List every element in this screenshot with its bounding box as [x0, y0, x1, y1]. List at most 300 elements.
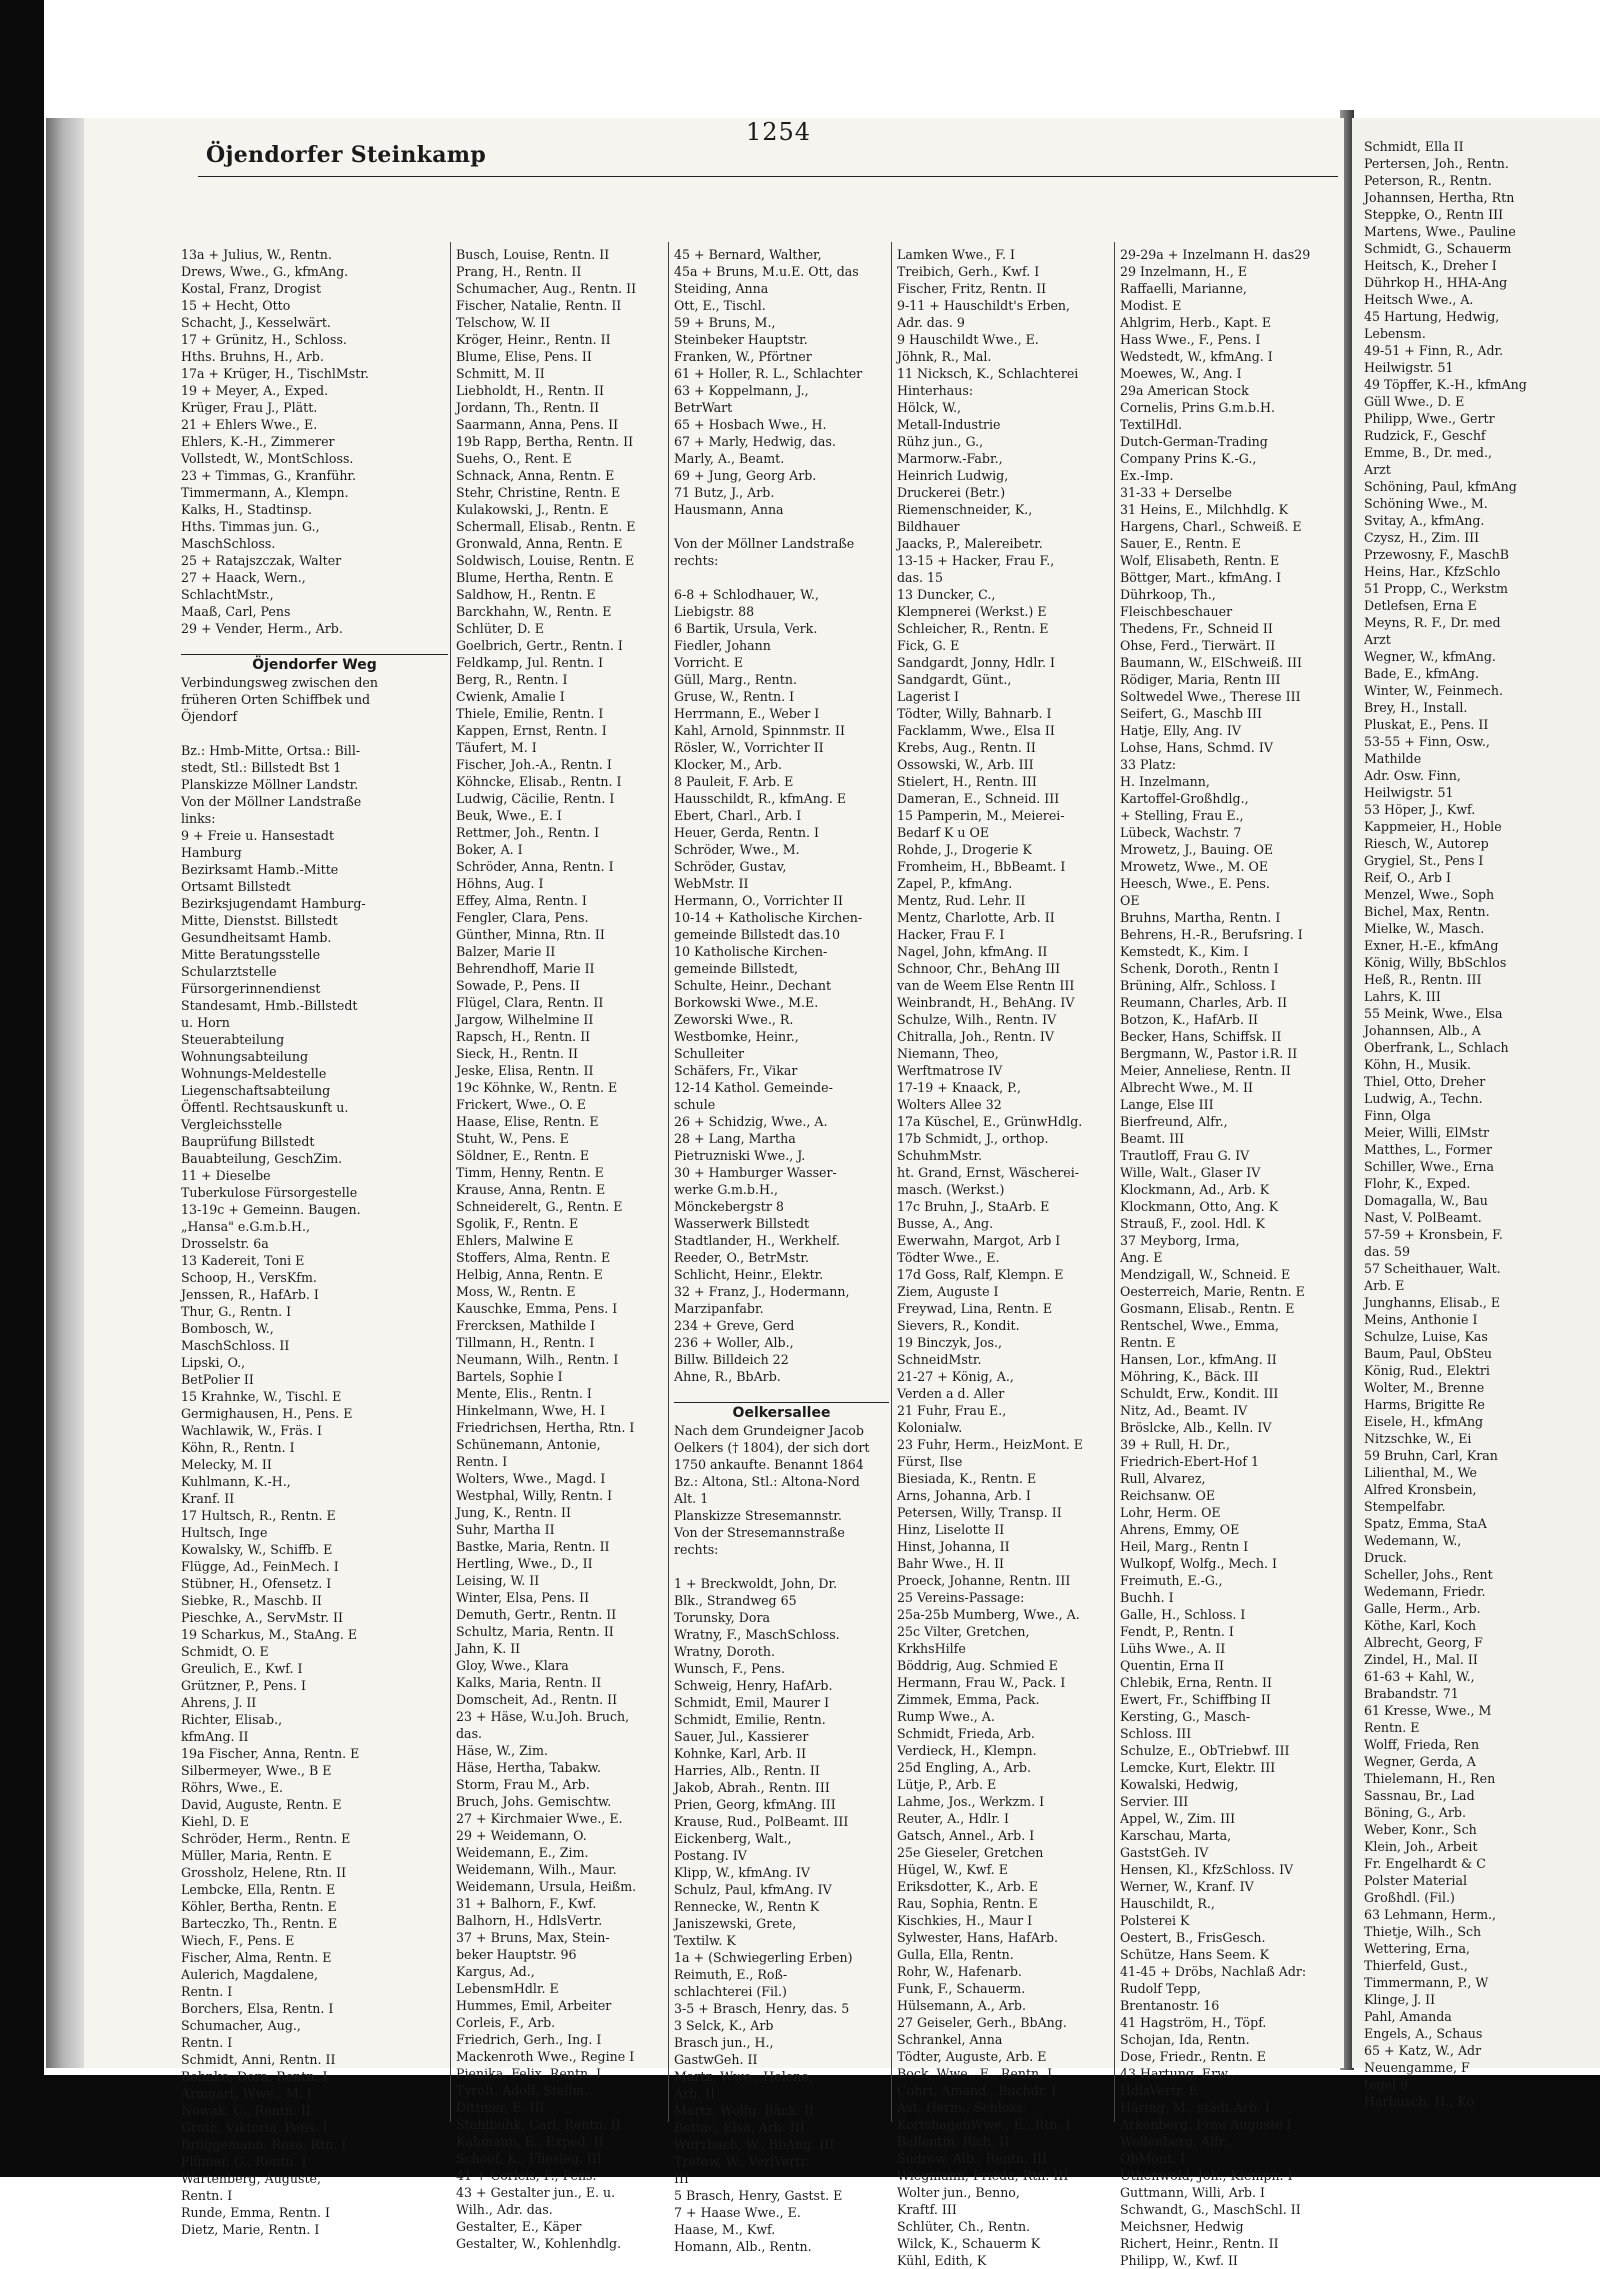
directory-entry: KortshagenWwe., E., Rtn. I	[897, 2117, 1071, 2132]
directory-entry: Winter, Elsa, Pens. II	[456, 1590, 590, 1605]
directory-entry: Wratny, F., MaschSchloss.	[674, 1627, 840, 1642]
directory-entry: 23 + Häse, W.u.Joh. Bruch,	[456, 1709, 630, 1724]
directory-entry: Bruhns, Martha, Rentn. I	[1120, 910, 1281, 925]
directory-column-3	[674, 246, 889, 2255]
directory-entry: Drosselstr. 6a	[181, 1236, 269, 1251]
directory-entry: Heitsch Wwe., A.	[1364, 292, 1474, 307]
directory-entry: Saarmann, Anna, Pens. II	[456, 417, 619, 432]
directory-entry: Pertersen, Joh., Rentn.	[1364, 156, 1509, 171]
directory-entry: Eriksdotter, K., Arb. E	[897, 1879, 1038, 1894]
directory-entry: Rapsch, H., Rentn. II	[456, 1029, 591, 1044]
directory-entry: Ewert, Fr., Schiffbing II	[1120, 1692, 1271, 1707]
directory-entry: Schäfers, Fr., Vikar	[674, 1063, 798, 1078]
directory-entry: Werner, W., Kranf. IV	[1120, 1879, 1254, 1894]
directory-entry: Rentn. I	[181, 2035, 233, 2050]
directory-entry: Franken, W., Pförtner	[674, 349, 812, 364]
directory-entry: 9-11 + Hauschildt's Erben,	[897, 298, 1071, 313]
directory-entry: 17 + Grünitz, H., Schloss.	[181, 332, 347, 347]
directory-entry: Schiller, Wwe., Erna	[1364, 1159, 1494, 1174]
directory-entry: Saldhow, H., Rentn. E	[456, 587, 596, 602]
directory-entry: Alfred Kronsbein,	[1364, 1482, 1477, 1497]
directory-entry: Arzt	[1364, 632, 1391, 647]
directory-entry: Berg, R., Rentn. I	[456, 672, 568, 687]
spacer	[181, 637, 448, 654]
directory-entry: Böning, G., Arb.	[1364, 1805, 1466, 1820]
directory-entry: 8 Pauleit, F. Arb. E	[674, 774, 794, 789]
directory-entry: GaststGeh. IV	[1120, 1845, 1209, 1860]
directory-entry: Behrendhoff, Marie II	[456, 961, 595, 976]
directory-entry: Soldwisch, Louise, Rentn. E	[456, 553, 635, 568]
directory-entry: 71 Butz, J., Arb.	[674, 485, 775, 500]
directory-entry: Von der Möllner Landstraße	[674, 536, 855, 551]
directory-entry: Zimmek, Emma, Pack.	[897, 1692, 1040, 1707]
directory-entry: Bildhauer	[897, 519, 960, 534]
directory-entry: 17b Schmidt, J., orthop.	[897, 1131, 1049, 1146]
directory-entry: Lütje, P., Arb. E	[897, 1777, 997, 1792]
directory-entry: Hatje, Elly, Ang. IV	[1120, 723, 1241, 738]
directory-entry: Rösler, W., Vorrichter II	[674, 740, 824, 755]
directory-entry: Schmidt, Anni, Rentn. II	[181, 2052, 336, 2067]
directory-entry: Scheller, Johs., Rent	[1364, 1567, 1493, 1582]
directory-entry: Klein, Joh., Arbeit	[1364, 1839, 1478, 1854]
directory-entry: Tödter Wwe., E.	[897, 1250, 1000, 1265]
directory-entry: Quentin, Erna II	[1120, 1658, 1224, 1673]
directory-entry: Wulkopf, Wolfg., Mech. I	[1120, 1556, 1277, 1571]
directory-entry: Verdieck, H., Klempn.	[897, 1743, 1037, 1758]
directory-entry: 69 + Jung, Georg Arb.	[674, 468, 817, 483]
directory-entry: Vorricht. E	[674, 655, 744, 670]
directory-entry: 15 + Hecht, Otto	[181, 298, 291, 313]
directory-entry: Tödter, Willy, Bahnarb. I	[897, 706, 1052, 721]
directory-entry: 61 + Holler, R. L., Schlachter	[674, 366, 863, 381]
directory-entry: 25 Vereins-Passage:	[897, 1590, 1025, 1605]
directory-entry: Marzipanfabr.	[674, 1301, 764, 1316]
directory-entry: Harries, Alb., Rentn. II	[674, 1763, 820, 1778]
directory-entry: Funk, F., Schauerm.	[897, 1981, 1026, 1996]
directory-entry: Kohnke, Karl, Arb. II	[674, 1746, 807, 1761]
directory-entry: Klempnerei (Werkst.) E	[897, 604, 1047, 619]
directory-entry: Eickenberg, Walt.,	[674, 1831, 792, 1846]
directory-entry: Schularztstelle	[181, 964, 277, 979]
directory-entry: Mitte, Dienstst. Billstedt	[181, 913, 338, 928]
directory-entry: Heuer, Gerda, Rentn. I	[674, 825, 819, 840]
directory-entry: Weidemann, Wilh., Maur.	[456, 1862, 617, 1877]
directory-entry: Stübner, H., Ofensetz. I	[181, 1576, 332, 1591]
directory-entry: Liegenschaftsabteilung	[181, 1083, 331, 1098]
directory-entry: Hinz, Liselotte II	[897, 1522, 1005, 1537]
directory-entry: Demuth, Gertr., Rentn. II	[456, 1607, 617, 1622]
directory-entry: Hacker, Frau F. I	[897, 927, 1005, 942]
directory-entry: Höhns, Aug. I	[456, 876, 544, 891]
directory-entry: Wachlawik, W., Fräs. I	[181, 1423, 322, 1438]
directory-entry: Thierfeld, Gust.,	[1364, 1958, 1468, 1973]
directory-entry: Kostal, Franz, Drogist	[181, 281, 322, 296]
directory-entry: Barckhahn, W., Rentn. E	[456, 604, 612, 619]
directory-entry: Facklamm, Wwe., Elsa II	[897, 723, 1055, 738]
directory-entry: 19 Binczyk, Jos.,	[897, 1335, 1002, 1350]
directory-entry: 9 + Freie u. Hansestadt	[181, 828, 335, 843]
directory-entry: Schultz, Maria, Rentn. II	[456, 1624, 614, 1639]
directory-entry: Prang, H., Rentn. II	[456, 264, 582, 279]
directory-entry: Wolff, Frieda, Ren	[1364, 1737, 1480, 1752]
directory-entry: 55 Meink, Wwe., Elsa	[1364, 1006, 1503, 1021]
directory-entry: Ex.-Imp.	[1120, 468, 1174, 483]
directory-entry: Engels, A., Schaus	[1364, 2026, 1483, 2041]
directory-entry: Harms, Brigitte Re	[1364, 1397, 1485, 1412]
directory-entry: + Stelling, Frau E.,	[1120, 808, 1244, 823]
directory-entry: Bruch, Johs. Gemischtw.	[456, 1794, 612, 1809]
directory-entry: Beamt. III	[1120, 1131, 1185, 1146]
directory-entry: Güll Wwe., D. E	[1364, 394, 1465, 409]
directory-entry: das. 15	[897, 570, 944, 585]
directory-entry: Ang. E	[1120, 1250, 1163, 1265]
directory-entry: Lahrs, K. III	[1364, 989, 1441, 1004]
directory-entry: Mönckebergstr 8	[674, 1199, 784, 1214]
directory-entry: Exner, H.-E., kfmAng	[1364, 938, 1499, 953]
directory-entry: Köhler, Bertha, Rentn. E	[181, 1899, 337, 1914]
directory-entry: 5 Brasch, Henry, Gastst. E	[674, 2188, 843, 2203]
directory-entry: SchneidMstr.	[897, 1352, 982, 1367]
directory-entry: 21-27 + König, A.,	[897, 1369, 1014, 1384]
directory-entry: 3-5 + Brasch, Henry, das. 5	[674, 2001, 850, 2016]
directory-entry: HdlsVertr. E	[1120, 2083, 1198, 2098]
directory-entry: Schünemann, Antonie,	[456, 1437, 601, 1452]
directory-entry: Reichsanw. OE	[1120, 1488, 1216, 1503]
directory-entry: 49 Töpffer, K.-H., kfmAng	[1364, 377, 1527, 392]
directory-entry: 15 Krahnke, W., Tischl. E	[181, 1389, 342, 1404]
directory-entry: Schöning Wwe., M.	[1364, 496, 1488, 511]
directory-entry: 15 Pamperin, M., Meierei-	[897, 808, 1065, 823]
directory-entry: das.	[456, 1726, 483, 1741]
directory-entry: 11 Nicksch, K., Schlachterei	[897, 366, 1079, 381]
directory-entry: 1750 ankaufte. Benannt 1864	[674, 1457, 864, 1472]
directory-entry: Telschow, W. II	[456, 315, 551, 330]
directory-entry: Rentn. E	[1364, 1720, 1420, 1735]
directory-entry: Emme, B., Dr. med.,	[1364, 445, 1493, 460]
directory-entry: Sieck, H., Rentn. II	[456, 1046, 578, 1061]
directory-entry: Tillmann, H., Rentn. I	[456, 1335, 595, 1350]
directory-entry: Lohr, Herm. OE	[1120, 1505, 1221, 1520]
directory-entry: Rentn. E	[1120, 1335, 1176, 1350]
directory-entry: Kowalsky, W., Schiffb. E	[181, 1542, 333, 1557]
directory-entry: Bettac, Elsa, Arb. III	[674, 2120, 805, 2135]
directory-entry: Bierfreund, Alfr.,	[1120, 1114, 1228, 1129]
directory-entry: Pahl, Amanda	[1364, 2009, 1452, 2024]
directory-entry: 13a + Julius, W., Rentn.	[181, 247, 332, 262]
directory-entry: Schlüter, Ch., Rentn.	[897, 2219, 1031, 2234]
directory-entry: Heilwigstr. 51	[1364, 360, 1454, 375]
directory-entry: Botzon, K., HafArb. II	[1120, 1012, 1258, 1027]
directory-entry: Fromheim, H., BbBeamt. I	[897, 859, 1066, 874]
directory-entry: Gosmann, Elisab., Rentn. E	[1120, 1301, 1295, 1316]
directory-entry: Leising, W. II	[456, 1573, 540, 1588]
directory-entry: Kargus, Ad.,	[456, 1964, 535, 1979]
directory-entry: Schulleiter	[674, 1046, 744, 1061]
directory-entry: Aulerich, Magdalene,	[181, 1967, 318, 1982]
directory-entry: Czysz, H., Zim. III	[1364, 530, 1480, 545]
directory-entry: Suehs, O., Rent. E	[456, 451, 572, 466]
directory-entry: WebMstr. II	[674, 876, 749, 891]
directory-entry: 10 Katholische Kirchen-	[674, 944, 828, 959]
directory-entry: Schoop, H., VersKfm.	[181, 1270, 317, 1285]
directory-entry: Güll, Marg., Rentn.	[674, 672, 797, 687]
directory-entry: König, Rud., Elektri	[1364, 1363, 1490, 1378]
directory-entry: Jöhnk, R., Mal.	[897, 349, 992, 364]
directory-entry: MaschSchloss.	[181, 536, 276, 551]
directory-entry: Blk., Strandweg 65	[674, 1593, 797, 1608]
directory-entry: Kolonialw.	[897, 1420, 963, 1435]
directory-entry: 59 Bruhn, Carl, Kran	[1364, 1448, 1498, 1463]
directory-entry: Billw. Billdeich 22	[674, 1352, 789, 1367]
directory-entry: Galle, H., Schloss. I	[1120, 1607, 1246, 1622]
directory-entry: Buchh. I	[1120, 1590, 1174, 1605]
directory-entry: Wollenberg, Alfr.,	[1120, 2134, 1232, 2149]
directory-entry: Trautloff, Frau G. IV	[1120, 1148, 1250, 1163]
directory-entry: 49-51 + Finn, R., Adr.	[1364, 343, 1504, 358]
directory-entry: Köhncke, Elisab., Rentn. I	[456, 774, 622, 789]
directory-entry: Stielert, H., Rentn. III	[897, 774, 1037, 789]
directory-entry: Maaß, Carl, Pens	[181, 604, 291, 619]
directory-entry: Schütze, Hans Seem. K	[1120, 1947, 1270, 1962]
directory-entry: Borchers, Elsa, Rentn. I	[181, 2001, 334, 2016]
directory-entry: Nitz, Ad., Beamt. IV	[1120, 1403, 1248, 1418]
directory-entry: Ahlgrim, Herb., Kapt. E	[1120, 315, 1272, 330]
directory-entry: Servier. III	[1120, 1794, 1189, 1809]
directory-entry: Kartoffel-Großhdlg.,	[1120, 791, 1249, 806]
directory-entry: Brüning, Alfr., Schloss. I	[1120, 978, 1276, 993]
directory-entry: Lipski, O.,	[181, 1355, 246, 1370]
directory-entry: Raffaelli, Marianne,	[1120, 281, 1247, 296]
directory-entry: Chitralla, Joh., Rentn. IV	[897, 1029, 1054, 1044]
directory-entry: Mielke, W., Masch.	[1364, 921, 1485, 936]
directory-entry: Schloss. III	[1120, 1726, 1192, 1741]
directory-entry: Johannsen, Hertha, Rtn	[1364, 190, 1515, 205]
directory-entry: Hölck, W.,	[897, 400, 962, 415]
directory-entry: Stehr, Christine, Rentn. E	[456, 485, 621, 500]
directory-entry: Flohr, K., Exped.	[1364, 1176, 1471, 1191]
directory-entry: 17a + Krüger, H., TischlMstr.	[181, 366, 369, 381]
directory-entry: Schulze, E., ObTriebwf. III	[1120, 1743, 1290, 1758]
directory-entry: Weidemann, E., Zim.	[456, 1845, 589, 1860]
directory-entry: 27 + Haack, Wern.,	[181, 570, 306, 585]
directory-entry: Kiehl, D. E	[181, 1814, 249, 1829]
directory-entry: Steuerabteilung	[181, 1032, 285, 1047]
directory-entry: 23 Fuhr, Herm., HeizMont. E	[897, 1437, 1083, 1452]
directory-entry: Mentz, Charlotte, Arb. II	[897, 910, 1055, 925]
directory-entry: H. Inzelmann,	[1120, 774, 1210, 789]
directory-entry: 29-29a + Inzelmann H. das29	[1120, 247, 1311, 262]
directory-entry: 21 Fuhr, Frau E.,	[897, 1403, 1007, 1418]
directory-entry: Sievers, R., Kondit.	[897, 1318, 1020, 1333]
directory-entry: Westbomke, Heinr.,	[674, 1029, 799, 1044]
directory-entry: Kühl, Edith, K	[897, 2253, 987, 2268]
directory-entry: Chlebik, Erna, Rentn. II	[1120, 1675, 1272, 1690]
directory-entry: Weber, Konr., Sch	[1364, 1822, 1477, 1837]
directory-entry: Lebensm.	[1364, 326, 1426, 341]
directory-entry: Ehlers, Malwine E	[456, 1233, 574, 1248]
directory-entry: Bz.: Altona, Stl.: Altona-Nord	[674, 1474, 860, 1489]
directory-entry: Heilwigstr. 51	[1364, 785, 1454, 800]
directory-entry: 53 Höper, J., Kwf.	[1364, 802, 1476, 817]
directory-entry: Mitte Beratungsstelle	[181, 947, 321, 962]
directory-entry: Kröger, Heinr., Rentn. II	[456, 332, 611, 347]
directory-entry: Mrowetz, J., Bauing. OE	[1120, 842, 1274, 857]
directory-entry: Hertling, Wwe., D., II	[456, 1556, 593, 1571]
directory-entry: Klockmann, Ad., Arb. K	[1120, 1182, 1270, 1197]
directory-entry: Gulla, Ella, Rentn.	[897, 1947, 1014, 1962]
directory-entry: 6 Bartik, Ursula, Verk.	[674, 621, 818, 636]
book-spine	[46, 118, 84, 2068]
directory-entry: Rühz jun., G.,	[897, 434, 984, 449]
directory-entry: Reif, O., Arb I	[1364, 870, 1451, 885]
column-divider	[668, 242, 669, 2122]
directory-entry: Werftmatrose IV	[897, 1063, 1003, 1078]
directory-entry: Jaacks, P., Malereibetr.	[897, 536, 1043, 551]
directory-entry: Fengler, Clara, Pens.	[456, 910, 589, 925]
directory-entry: Schnack, Anna, Rentn. E	[456, 468, 615, 483]
directory-entry: Wolter jun., Benno,	[897, 2185, 1020, 2200]
directory-entry: das. 59	[1364, 1244, 1411, 1259]
directory-entry: Wolter, M., Brenne	[1364, 1380, 1485, 1395]
directory-entry: Zeworski Wwe., R.	[674, 1012, 794, 1027]
directory-entry: Böttger, Mart., kfmAng. I	[1120, 570, 1282, 585]
directory-entry: 27 + Kirchmaier Wwe., E.	[456, 1811, 623, 1826]
directory-entry: Oberfrank, L., Schlach	[1364, 1040, 1509, 1055]
directory-entry: SchlachtMstr.,	[181, 587, 274, 602]
directory-entry: Sauer, E., Rentn. E	[1120, 536, 1241, 551]
directory-entry: Wunsch, F., Pens.	[674, 1661, 786, 1676]
directory-entry: Textilw. K	[674, 1933, 736, 1948]
directory-entry: Grygiel, St., Pens I	[1364, 853, 1484, 868]
page-right-partial	[1352, 118, 1600, 2109]
directory-entry: Rödiger, Maria, Rentn III	[1120, 672, 1281, 687]
spacer	[674, 518, 889, 535]
directory-entry: 234 + Greve, Gerd	[674, 1318, 795, 1333]
column-divider	[1114, 242, 1115, 2122]
directory-entry: Planskizze Möllner Landstr.	[181, 777, 359, 792]
directory-entry: Weidemann, Ursula, Heißm.	[456, 1879, 637, 1894]
directory-entry: Hülsemann, A., Arb.	[897, 1998, 1026, 2013]
directory-entry: Fiedler, Johann	[674, 638, 771, 653]
directory-entry: BetPolier II	[181, 1372, 254, 1387]
directory-entry: Brasch jun., H.,	[674, 2035, 774, 2050]
directory-entry: 45 + Bernard, Walther,	[674, 247, 822, 262]
directory-entry: Kischkies, H., Maur I	[897, 1913, 1033, 1928]
directory-entry: Wasserwerk Billstedt	[674, 1216, 810, 1231]
directory-entry: Fischer, Alma, Rentn. E	[181, 1950, 332, 1965]
directory-entry: „Hansa" e.G.m.b.H.,	[181, 1219, 310, 1234]
directory-entry: Treibich, Gerh., Kwf. I	[897, 264, 1040, 279]
directory-entry: Bartels, Sophie I	[456, 1369, 563, 1384]
directory-entry: Ludwig, A., Techn.	[1364, 1091, 1483, 1106]
directory-entry: Marmorw.-Fabr.,	[897, 451, 1003, 466]
directory-entry: Dameran, E., Schneid. III	[897, 791, 1060, 806]
directory-entry: Tretow, W., VerlVertr.	[674, 2154, 810, 2169]
directory-entry: 13 Duncker, C.,	[897, 587, 996, 602]
directory-entry: Busse, A., Ang.	[897, 1216, 994, 1231]
directory-entry: kfmAng. II	[181, 1729, 249, 1744]
directory-entry: Hausschildt, R., kfmAng. E	[674, 791, 847, 806]
directory-entry: Reimuth, E., Roß-	[674, 1967, 788, 1982]
directory-entry: 23 + Timmas, G., Kranführ.	[181, 468, 357, 483]
directory-entry: Reumann, Charles, Arb. II	[1120, 995, 1288, 1010]
directory-entry: Sandgardt, Jonny, Hdlr. I	[897, 655, 1056, 670]
directory-entry: Reuter, A., Hdlr. I	[897, 1811, 1009, 1826]
directory-entry: Häse, W., Zim.	[456, 1743, 548, 1758]
directory-entry: 63 Lehmann, Herm.,	[1364, 1907, 1497, 1922]
directory-entry: Fischer, Fritz, Rentn. II	[897, 281, 1047, 296]
directory-entry: Schenk, Doroth., Rentn I	[1120, 961, 1279, 976]
directory-entry: Timm, Henny, Rentn. E	[456, 1165, 604, 1180]
directory-entry: Bergmann, W., Pastor i.R. II	[1120, 1046, 1298, 1061]
directory-entry: Hargens, Charl., Schweiß. E	[1120, 519, 1302, 534]
directory-entry: Lahme, Jos., Werkzm. I	[897, 1794, 1045, 1809]
directory-entry: Krüger, Frau J., Plätt.	[181, 400, 318, 415]
directory-entry: Blume, Hertha, Rentn. E	[456, 570, 614, 585]
directory-entry: Krebs, Aug., Rentn. II	[897, 740, 1036, 755]
directory-entry: III	[674, 2171, 689, 2186]
directory-entry: Neuengamme, F	[1364, 2060, 1470, 2075]
directory-entry: 61 Kresse, Wwe., M	[1364, 1703, 1492, 1718]
directory-entry: Hügel, W., Kwf. E	[897, 1862, 1008, 1877]
directory-entry: Bauprüfung Billstedt	[181, 1134, 315, 1149]
directory-entry: Siebke, R., Maschb. II	[181, 1593, 322, 1608]
directory-entry: Schulze, Wilh., Rentn. IV	[897, 1012, 1057, 1027]
directory-entry: Sylwester, Hans, HafArb.	[897, 1930, 1059, 1945]
directory-entry: Großhdl. (Fil.)	[1364, 1890, 1455, 1905]
directory-entry: Schmidt, Emil, Maurer I	[674, 1695, 830, 1710]
directory-entry: Vollstedt, W., MontSchloss.	[181, 451, 354, 466]
directory-entry: Ewerwahn, Margot, Arb I	[897, 1233, 1061, 1248]
directory-entry: Meier, Anneliese, Rentn. II	[1120, 1063, 1291, 1078]
directory-entry: Zindel, H., Mal. II	[1364, 1652, 1478, 1667]
directory-entry: Arkenberg, Frau Auguste I	[1120, 2117, 1292, 2132]
directory-entry: Helbig, Anna, Rentn. E	[456, 1267, 603, 1282]
directory-entry: Bahr Wwe., H. II	[897, 1556, 1005, 1571]
directory-entry: TextilHdl.	[1120, 417, 1183, 432]
directory-entry: 65 + Hosbach Wwe., H.	[674, 417, 827, 432]
directory-entry: Jung, K., Rentn. II	[456, 1505, 571, 1520]
directory-entry: Täufert, M. I	[456, 740, 537, 755]
directory-entry: Friedrichsen, Hertha, Rtn. I	[456, 1420, 635, 1435]
directory-entry: 3 Selck, K., Arb	[674, 2018, 774, 2033]
directory-entry: Jeske, Elisa, Rentn. II	[456, 1063, 594, 1078]
directory-entry: 43 Hartung, Erw.,	[1120, 2066, 1235, 2081]
directory-entry: Günther, Minna, Rtn. II	[456, 927, 605, 942]
directory-entry: Kappen, Ernst, Rentn. I	[456, 723, 607, 738]
directory-entry: König, Willy, BbSchlos	[1364, 955, 1507, 970]
directory-entry: Gatsch, Annel., Arb. I	[897, 1828, 1035, 1843]
directory-entry: Lagerist I	[897, 689, 959, 704]
directory-entry: Albrecht, Georg, F	[1364, 1635, 1483, 1650]
directory-entry: Arb. E	[1364, 1278, 1405, 1293]
directory-entry: Ballentin, Rich. II	[897, 2134, 1010, 2149]
directory-entry: Lübeck, Wachstr. 7	[1120, 825, 1242, 840]
directory-entry: Hensen, Kl., KfzSchloss. IV	[1120, 1862, 1294, 1877]
directory-entry: 17d Goss, Ralf, Klempn. E	[897, 1267, 1064, 1282]
directory-entry: Rentn. I	[456, 1454, 508, 1469]
directory-entry: Müller, Maria, Rentn. E	[181, 1848, 332, 1863]
directory-entry: Ehlers, K.-H., Zimmerer	[181, 434, 335, 449]
directory-entry: Wilck, K., Schauerm K	[897, 2236, 1041, 2251]
directory-entry: Goelbrich, Gertr., Rentn. I	[456, 638, 623, 653]
directory-entry: 1 + Breckwoldt, John, Dr.	[674, 1576, 838, 1591]
directory-entry: Heesch, Wwe., E. Pens.	[1120, 876, 1270, 891]
page-left	[46, 118, 1344, 2268]
directory-entry: Schmitt, M. II	[456, 366, 545, 381]
directory-entry: Pienika, Felix, Rentn. I	[456, 2066, 602, 2081]
directory-entry: Boker, A. I	[456, 842, 523, 857]
